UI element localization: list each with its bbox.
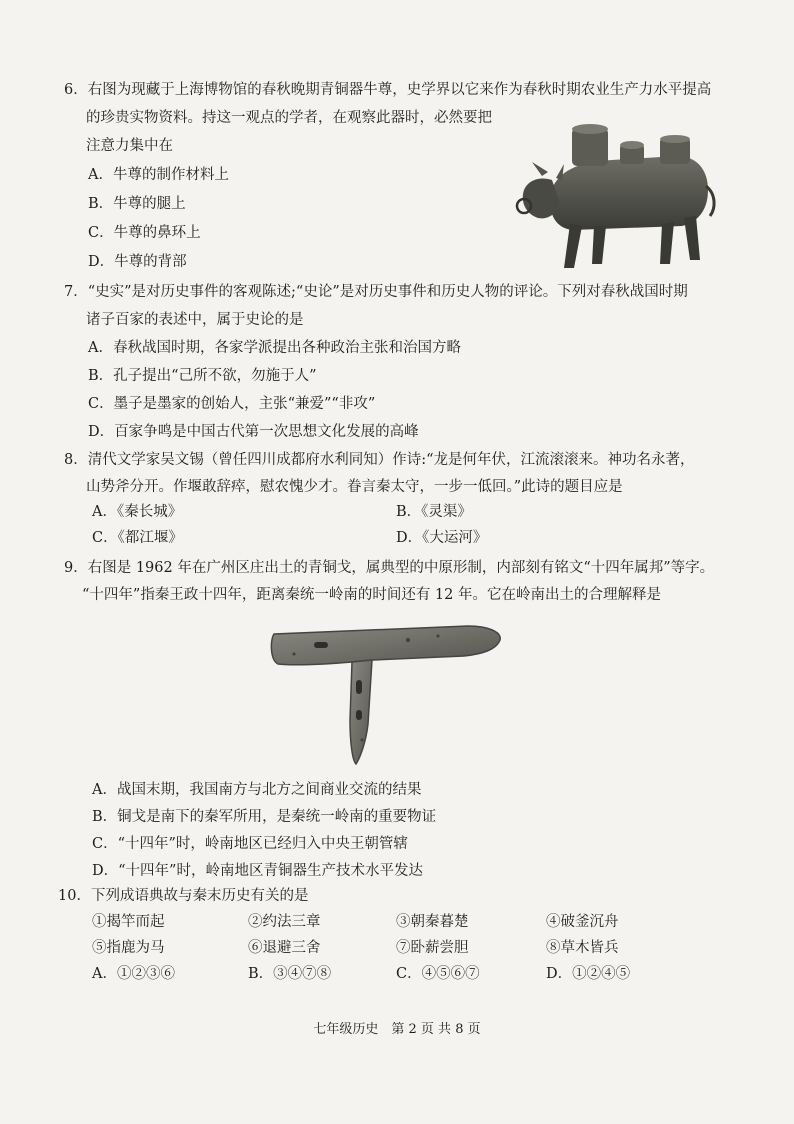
q10-item-4: ④破釜沉舟 xyxy=(546,914,619,930)
q9-option-b: B．铜戈是南下的秦军所用，是秦统一岭南的重要物证 xyxy=(92,809,437,825)
q9-option-d: D．“十四年”时，岭南地区青铜器生产技术水平发达 xyxy=(92,863,423,879)
q9-option-a: A．战国末期，我国南方与北方之间商业交流的结果 xyxy=(92,782,422,798)
q8-stem-line1: 8．清代文学家吴文锡（曾任四川成都府水利同知）作诗:“龙是何年伏，江流滚滚来。神功名永著， xyxy=(64,452,695,468)
q6-option-b: B．牛尊的腿上 xyxy=(88,196,186,212)
q10-item-3: ③朝秦暮楚 xyxy=(396,914,469,930)
q6-option-c: C．牛尊的鼻环上 xyxy=(88,225,201,241)
q6-option-a: A．牛尊的制作材料上 xyxy=(88,167,229,183)
q9-stem-line2: “十四年”指秦王政十四年，距离秦统一岭南的时间还有 12 年。它在岭南出土的合理解释是 xyxy=(82,587,661,603)
q6-option-d: D．牛尊的背部 xyxy=(88,254,187,270)
q7-option-a: A．春秋战国时期，各家学派提出各种政治主张和治国方略 xyxy=(88,340,461,356)
q10-option-c: C．④⑤⑥⑦ xyxy=(396,966,480,982)
q6-stem-line1: 6．右图为现藏于上海博物馆的春秋晚期青铜器牛尊，史学界以它来作为春秋时期农业生产力水平提高 xyxy=(64,82,712,98)
q7-option-b: B．孔子提出“己所不欲，勿施于人” xyxy=(88,368,317,384)
q6-stem-line2: 的珍贵实物资料。持这一观点的学者，在观察此器时，必然要把 xyxy=(86,110,492,126)
q7-option-d: D．百家争鸣是中国古代第一次思想文化发展的高峰 xyxy=(88,424,419,440)
bronze-ox-zun-image xyxy=(512,118,722,276)
q8-option-c: C．《都江堰》 xyxy=(92,530,183,546)
q10-stem: 10．下列成语典故与秦末历史有关的是 xyxy=(58,888,309,904)
q7-stem-line1: 7．“史实”是对历史事件的客观陈述;“史论”是对历史事件和历史人物的评论。下列对春秋战国时期 xyxy=(64,284,688,300)
q10-item-8: ⑧草木皆兵 xyxy=(546,940,619,956)
q7-stem-line2: 诸子百家的表述中，属于史论的是 xyxy=(86,312,304,328)
bronze-ge-image xyxy=(268,620,508,770)
q9-stem-line1: 9．右图是 1962 年在广州区庄出土的青铜戈，属典型的中原形制，内部刻有铭文“十四年属邦”等字。 xyxy=(64,560,715,576)
q8-stem-line2: 山势斧分开。作堰敢辞瘁，慰农愧少才。眷言秦太守，一步一低回。”此诗的题目应是 xyxy=(86,479,623,495)
q8-option-d: D．《大运河》 xyxy=(396,530,488,546)
q8-option-b: B．《灵渠》 xyxy=(396,504,472,520)
q9-option-c: C．“十四年”时，岭南地区已经归入中央王朝管辖 xyxy=(92,836,408,852)
q10-option-d: D．①②④⑤ xyxy=(546,966,631,982)
q10-item-7: ⑦卧薪尝胆 xyxy=(396,940,469,956)
page-footer: 七年级历史 第 2 页 共 8 页 xyxy=(313,1022,481,1037)
q10-item-1: ①揭竿而起 xyxy=(92,914,165,930)
q8-option-a: A．《秦长城》 xyxy=(92,504,183,520)
q10-item-6: ⑥退避三舍 xyxy=(248,940,321,956)
q6-stem-line3: 注意力集中在 xyxy=(86,138,173,154)
q7-option-c: C．墨子是墨家的创始人，主张“兼爱”“非攻” xyxy=(88,396,376,412)
q10-item-2: ②约法三章 xyxy=(248,914,321,930)
q10-option-a: A．①②③⑥ xyxy=(92,966,175,982)
q10-item-5: ⑤指鹿为马 xyxy=(92,940,165,956)
q10-option-b: B．③④⑦⑧ xyxy=(248,966,332,982)
